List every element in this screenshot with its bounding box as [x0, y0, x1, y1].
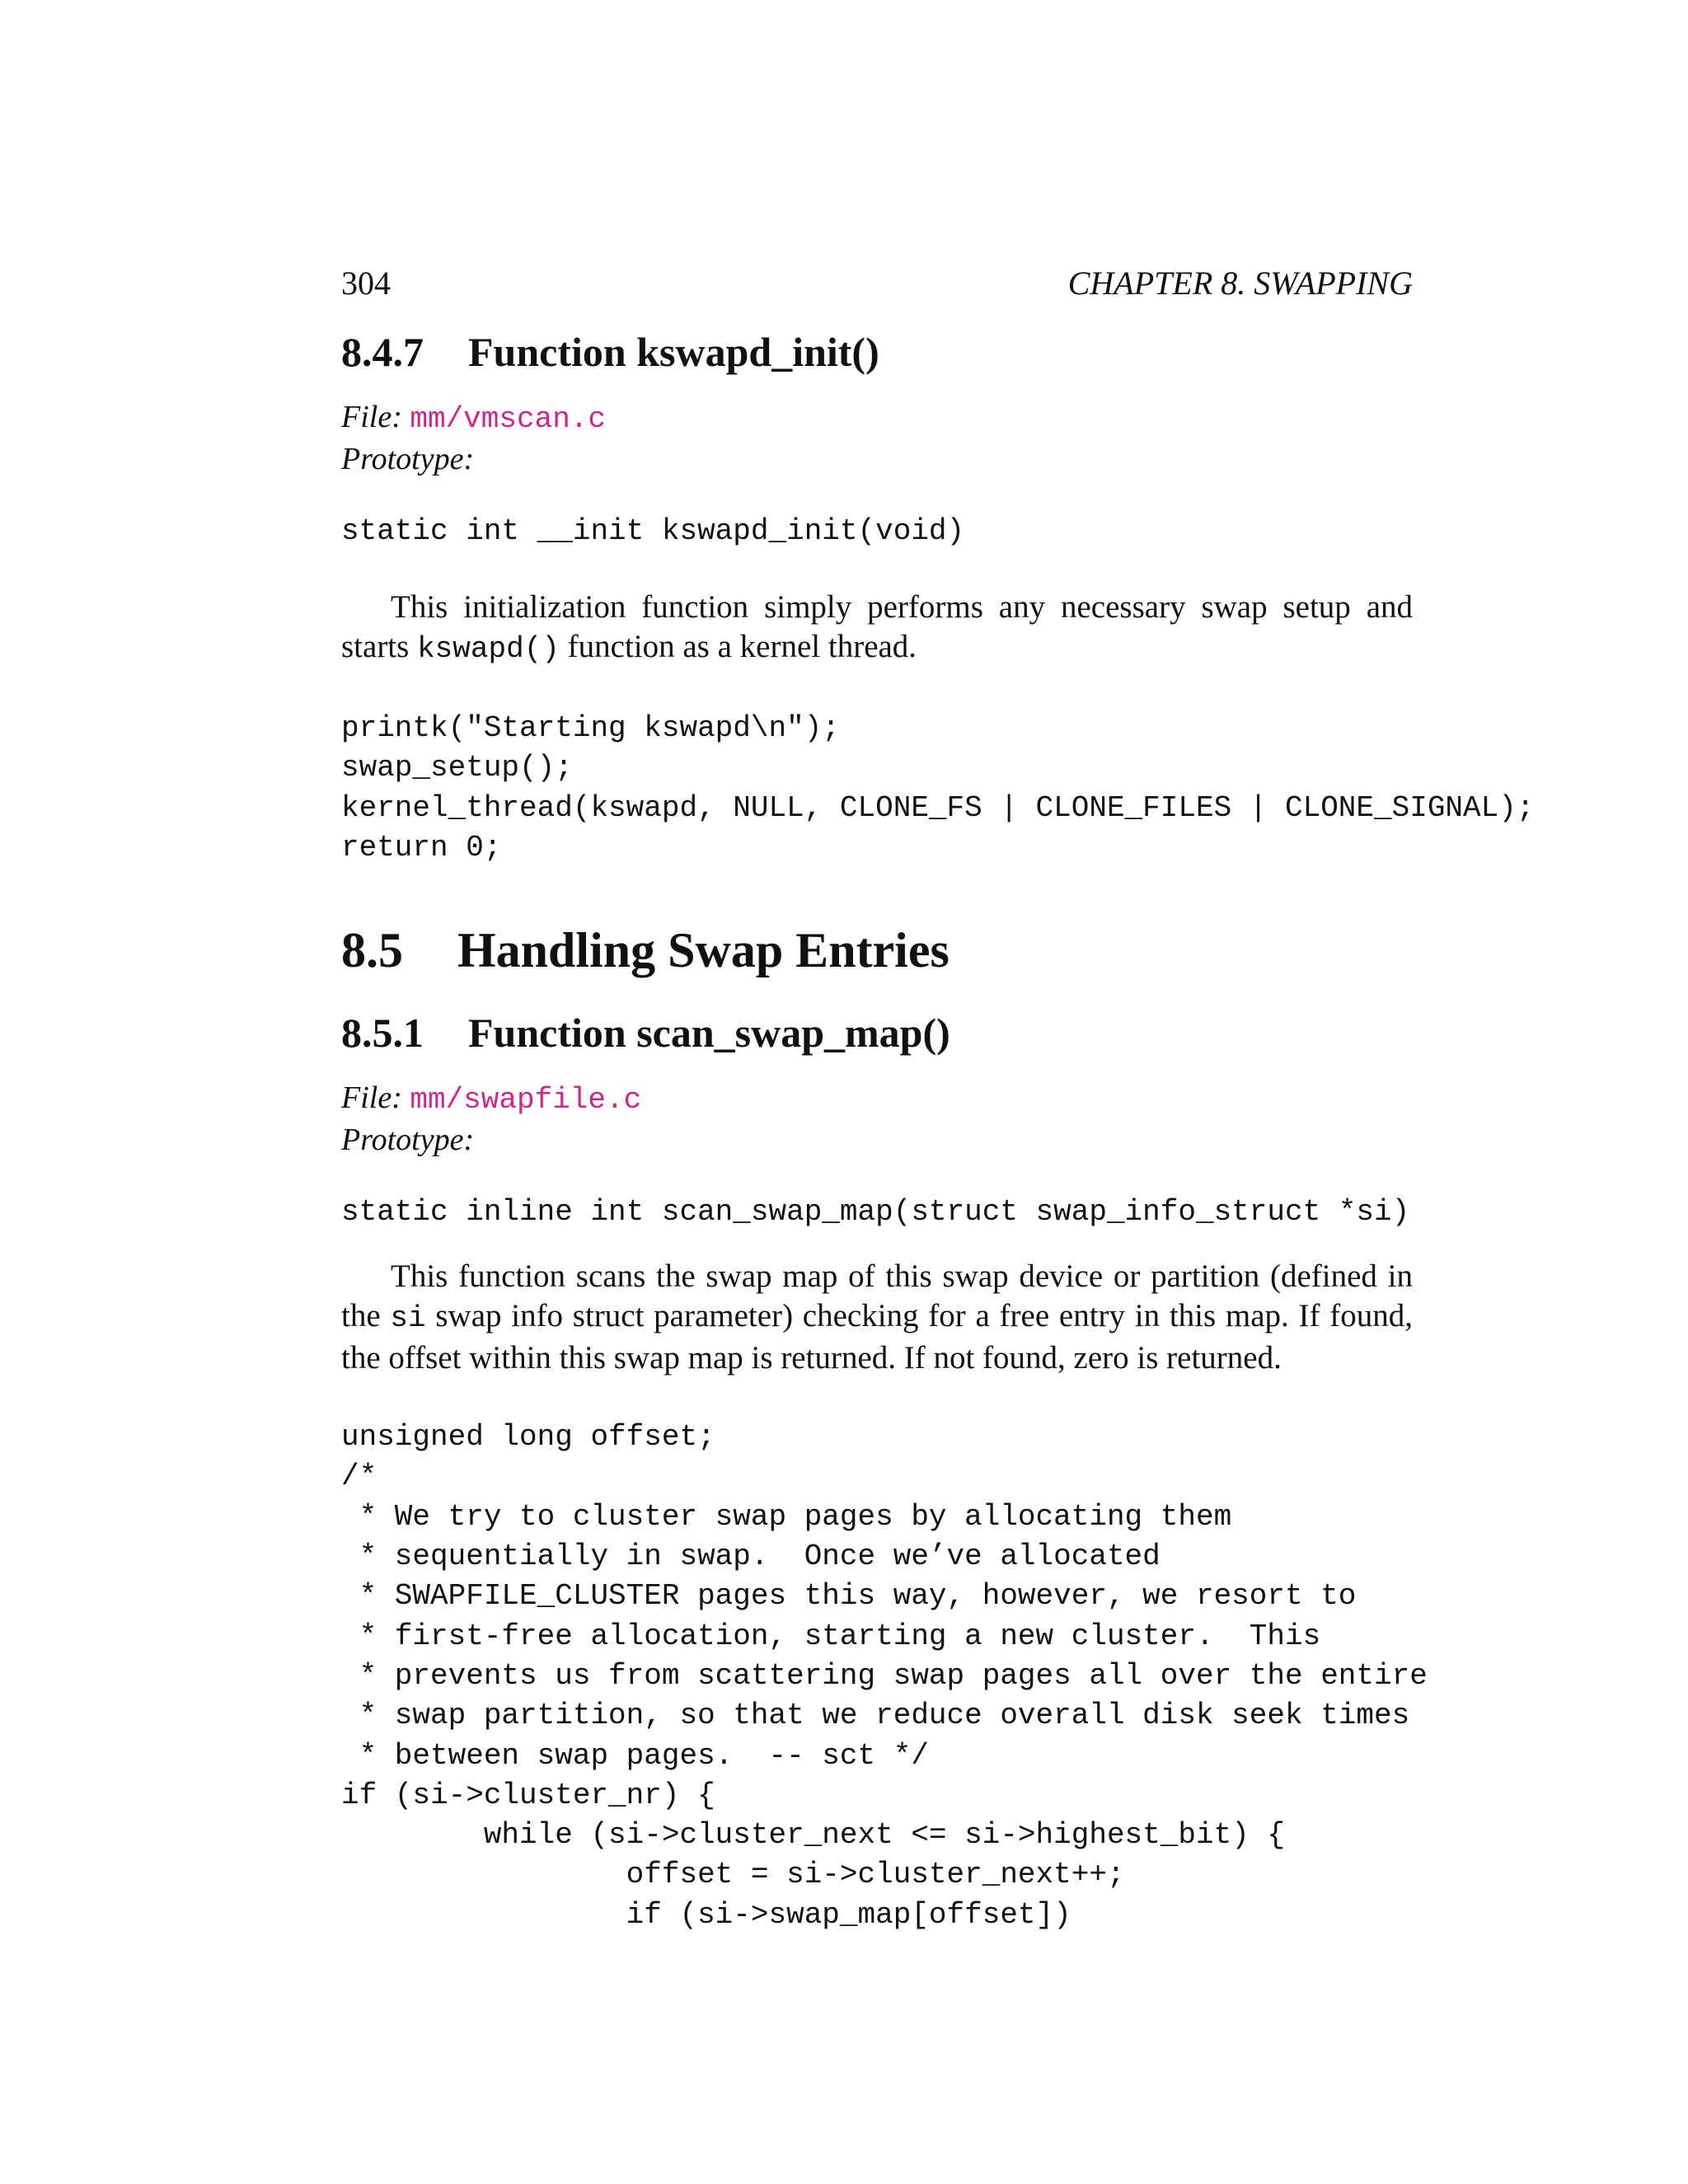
file-label: File:	[341, 400, 402, 434]
section-title: Function kswapd_init()	[468, 329, 879, 375]
chapter-heading: CHAPTER 8. SWAPPING	[1067, 265, 1413, 302]
prototype-code: static int __init kswapd_init(void)	[341, 514, 965, 548]
running-header	[341, 255, 1413, 305]
section-number: 8.5	[341, 923, 403, 978]
file-path-link[interactable]: mm/vmscan.c	[410, 402, 606, 436]
description-paragraph	[341, 1257, 1413, 1378]
paragraph-text: swap info struct parameter) checking for a free entry in this map. If found, the offset within this swap map is returned. If not found, zero is returned.	[341, 1298, 1413, 1376]
section-number: 8.5.1	[341, 1010, 424, 1057]
paragraph-text: This function scans the swap map of this swap device or partition (defined in the	[341, 1258, 1413, 1334]
file-path-link[interactable]: mm/swapfile.c	[410, 1083, 642, 1118]
page-number: 304	[341, 265, 391, 302]
section-heading-8-4-7	[341, 328, 1413, 376]
prototype-label: Prototype:	[341, 1122, 475, 1158]
description-paragraph	[341, 588, 1413, 669]
prototype-code: static inline int scan_swap_map(struct swap_info_struct *si)	[341, 1195, 1410, 1230]
code-listing: printk("Starting kswapd\n"); swap_setup(); kernel_thread(kswapd, NULL, CLONE_FS | CLONE_FILES | CLONE_SIGNAL); return 0;	[341, 711, 1535, 865]
section-heading-8-5-1	[341, 1009, 1413, 1057]
section-heading-8-5	[341, 922, 1413, 979]
section-number: 8.4.7	[341, 329, 424, 375]
file-info	[341, 397, 1413, 479]
inline-code: si	[390, 1301, 426, 1336]
code-listing: unsigned long offset; /* * We try to cluster swap pages by allocating them * sequentially in swap. Once we’ve allocated * SWAPFILE_CLUSTER pages this way, however, we resort to * first-free allocation, starting a new cluster. This * prevents us from scattering swap pages all over the entire * swap partition, so that we reduce overall disk seek times * between swap pages. -- sct */ if (si->cluster_nr) { while (si->cluster_next <= si->highest_bit) { offset = si->cluster_next++; if (si->swap_map[offset])	[341, 1420, 1428, 1932]
file-info	[341, 1078, 1413, 1160]
paragraph-text: This initialization function simply performs any necessary swap setup and starts	[341, 589, 1413, 664]
section-title: Handling Swap Entries	[457, 923, 950, 978]
prototype-label: Prototype:	[341, 442, 475, 476]
document-page	[341, 255, 1535, 1935]
file-label: File:	[341, 1080, 402, 1116]
section-title: Function scan_swap_map()	[468, 1010, 950, 1057]
paragraph-text: function as a kernel thread.	[559, 629, 917, 664]
inline-code: kswapd()	[417, 632, 560, 666]
